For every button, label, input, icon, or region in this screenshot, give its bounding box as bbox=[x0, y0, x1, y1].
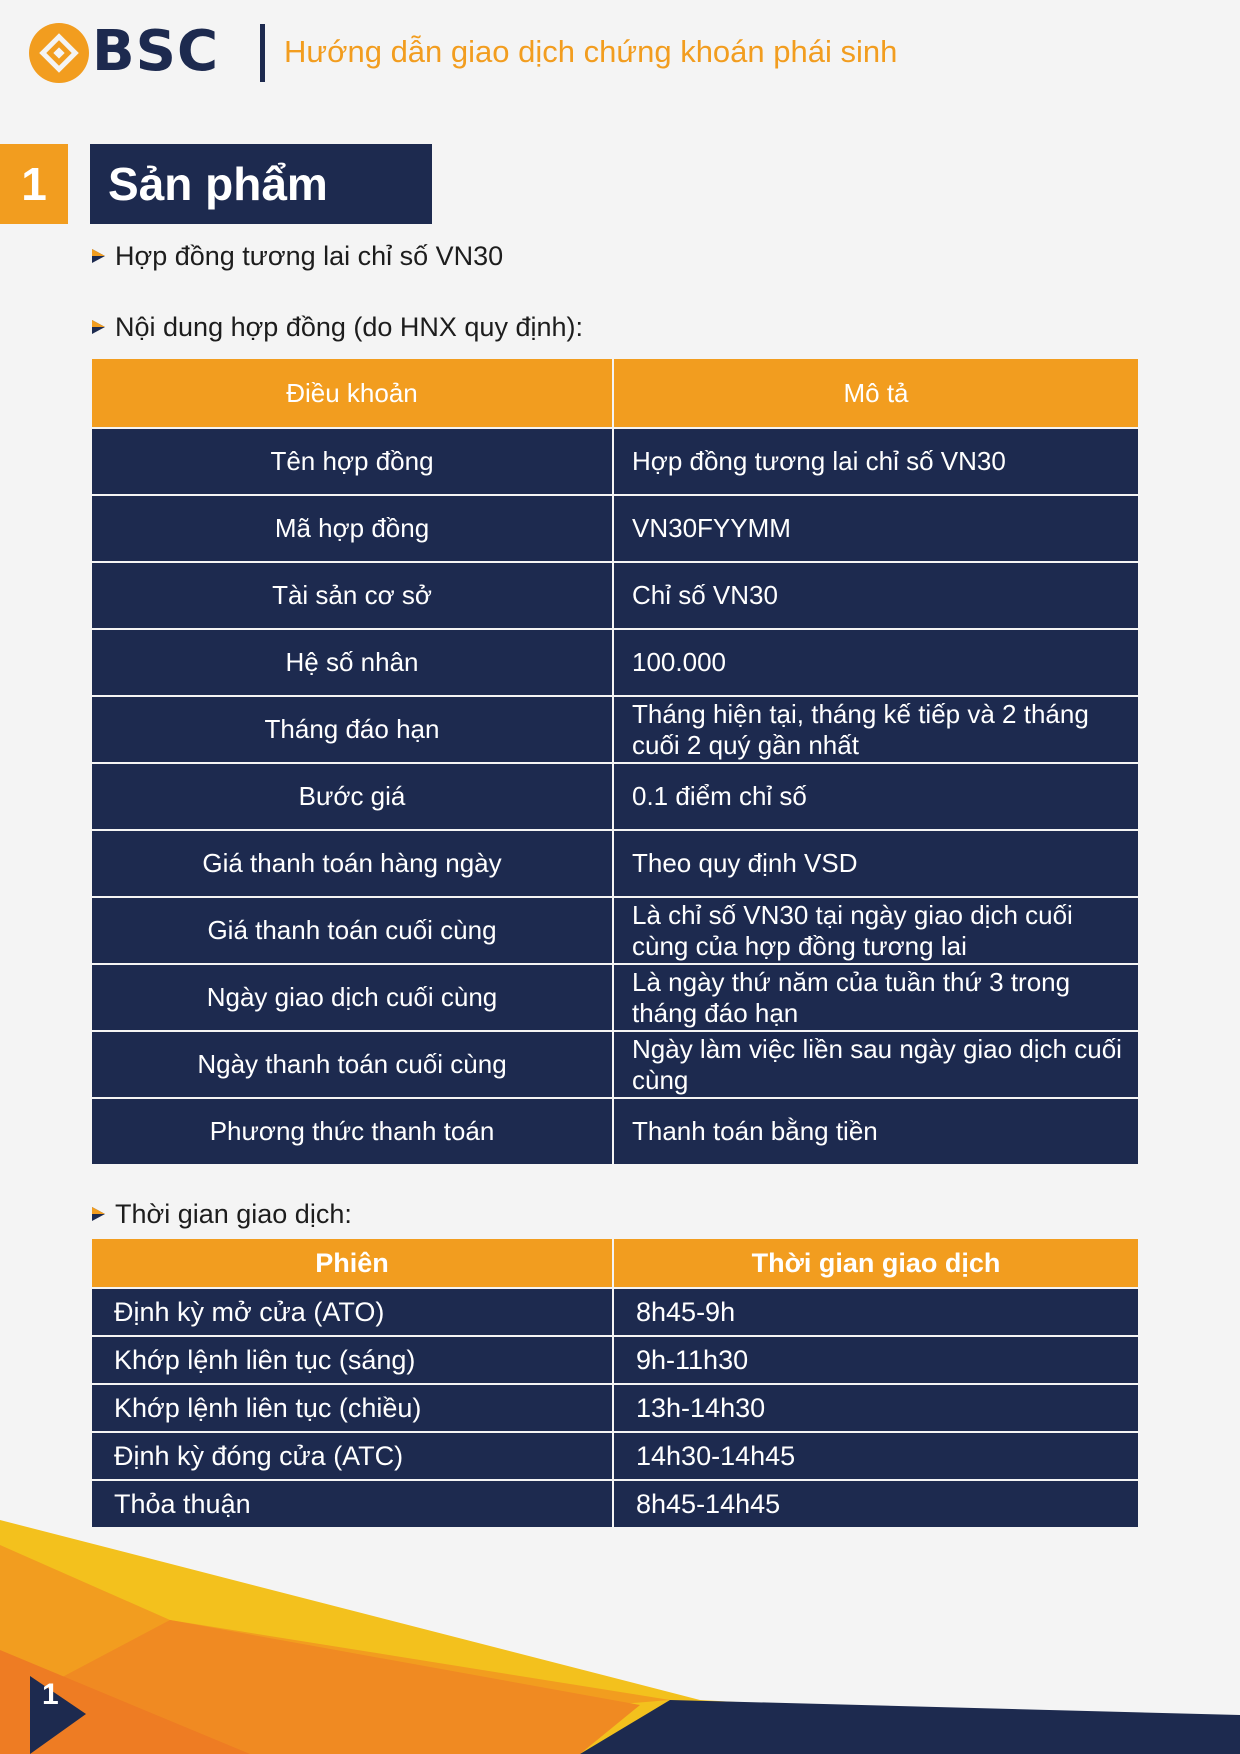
bullet-trading-time bbox=[92, 1196, 352, 1232]
table-row bbox=[91, 1031, 1139, 1098]
description-cell: Theo quy định VSD bbox=[613, 830, 1139, 897]
session-cell: Thỏa thuận bbox=[91, 1480, 613, 1528]
description-cell: Là ngày thứ năm của tuần thứ 3 trong tháng đáo hạn bbox=[613, 964, 1139, 1031]
table-row bbox=[91, 562, 1139, 629]
table-row bbox=[91, 1336, 1139, 1384]
time-cell: 9h-11h30 bbox=[613, 1336, 1139, 1384]
table-row bbox=[91, 964, 1139, 1031]
term-cell: Hệ số nhân bbox=[91, 629, 613, 696]
table-row bbox=[91, 1288, 1139, 1336]
table-row bbox=[91, 428, 1139, 495]
bullet-contract-content bbox=[92, 309, 583, 345]
description-cell: Tháng hiện tại, tháng kế tiếp và 2 tháng cuối 2 quý gần nhất bbox=[613, 696, 1139, 763]
brand-name: BSC bbox=[92, 19, 220, 84]
table-row bbox=[91, 1098, 1139, 1165]
header-term: Điều khoản bbox=[91, 358, 613, 428]
description-cell: 0.1 điểm chỉ số bbox=[613, 763, 1139, 830]
document-title: Hướng dẫn giao dịch chứng khoán phái sinh bbox=[284, 34, 898, 69]
time-cell: 8h45-14h45 bbox=[613, 1480, 1139, 1528]
term-cell: Tháng đáo hạn bbox=[91, 696, 613, 763]
description-cell: Chỉ số VN30 bbox=[613, 562, 1139, 629]
page-header bbox=[28, 18, 1208, 86]
bullet-text: Hợp đồng tương lai chỉ số VN30 bbox=[115, 241, 504, 271]
bullet-arrow-icon bbox=[92, 320, 105, 334]
term-cell: Bước giá bbox=[91, 763, 613, 830]
header-trading-time: Thời gian giao dịch bbox=[613, 1238, 1139, 1288]
bullet-text: Thời gian giao dịch: bbox=[115, 1199, 352, 1229]
bullet-product bbox=[92, 238, 503, 274]
session-cell: Định kỳ đóng cửa (ATC) bbox=[91, 1432, 613, 1480]
table-row bbox=[91, 830, 1139, 897]
session-cell: Khớp lệnh liên tục (sáng) bbox=[91, 1336, 613, 1384]
header-description: Mô tả bbox=[613, 358, 1139, 428]
table-row bbox=[91, 1432, 1139, 1480]
term-cell: Tên hợp đồng bbox=[91, 428, 613, 495]
trading-session-table bbox=[90, 1237, 1140, 1529]
table-header-row bbox=[91, 358, 1139, 428]
header-divider bbox=[260, 24, 265, 82]
description-cell: Là chỉ số VN30 tại ngày giao dịch cuối cùng của hợp đồng tương lai bbox=[613, 897, 1139, 964]
term-cell: Phương thức thanh toán bbox=[91, 1098, 613, 1165]
table-header-row bbox=[91, 1238, 1139, 1288]
description-cell: VN30FYYMM bbox=[613, 495, 1139, 562]
contract-spec-table bbox=[90, 357, 1140, 1166]
term-cell: Giá thanh toán hàng ngày bbox=[91, 830, 613, 897]
term-cell: Ngày thanh toán cuối cùng bbox=[91, 1031, 613, 1098]
footer-decoration bbox=[0, 1500, 1240, 1754]
section-number: 1 bbox=[0, 144, 68, 224]
description-cell: Ngày làm việc liền sau ngày giao dịch cuối cùng bbox=[613, 1031, 1139, 1098]
table-row bbox=[91, 696, 1139, 763]
description-cell: Thanh toán bằng tiền bbox=[613, 1098, 1139, 1165]
term-cell: Tài sản cơ sở bbox=[91, 562, 613, 629]
description-cell: 100.000 bbox=[613, 629, 1139, 696]
table-row bbox=[91, 763, 1139, 830]
session-cell: Khớp lệnh liên tục (chiều) bbox=[91, 1384, 613, 1432]
bullet-text: Nội dung hợp đồng (do HNX quy định): bbox=[115, 312, 583, 342]
session-cell: Định kỳ mở cửa (ATO) bbox=[91, 1288, 613, 1336]
section-title: Sản phẩm bbox=[90, 144, 432, 224]
table-row bbox=[91, 1384, 1139, 1432]
bsc-logo-icon bbox=[28, 22, 90, 84]
time-cell: 8h45-9h bbox=[613, 1288, 1139, 1336]
term-cell: Giá thanh toán cuối cùng bbox=[91, 897, 613, 964]
term-cell: Mã hợp đồng bbox=[91, 495, 613, 562]
term-cell: Ngày giao dịch cuối cùng bbox=[91, 964, 613, 1031]
bullet-arrow-icon bbox=[92, 249, 105, 263]
page-number: 1 bbox=[42, 1678, 59, 1711]
time-cell: 13h-14h30 bbox=[613, 1384, 1139, 1432]
table-row bbox=[91, 897, 1139, 964]
description-cell: Hợp đồng tương lai chỉ số VN30 bbox=[613, 428, 1139, 495]
time-cell: 14h30-14h45 bbox=[613, 1432, 1139, 1480]
header-session: Phiên bbox=[91, 1238, 613, 1288]
bullet-arrow-icon bbox=[92, 1207, 105, 1221]
table-row bbox=[91, 495, 1139, 562]
table-row bbox=[91, 629, 1139, 696]
